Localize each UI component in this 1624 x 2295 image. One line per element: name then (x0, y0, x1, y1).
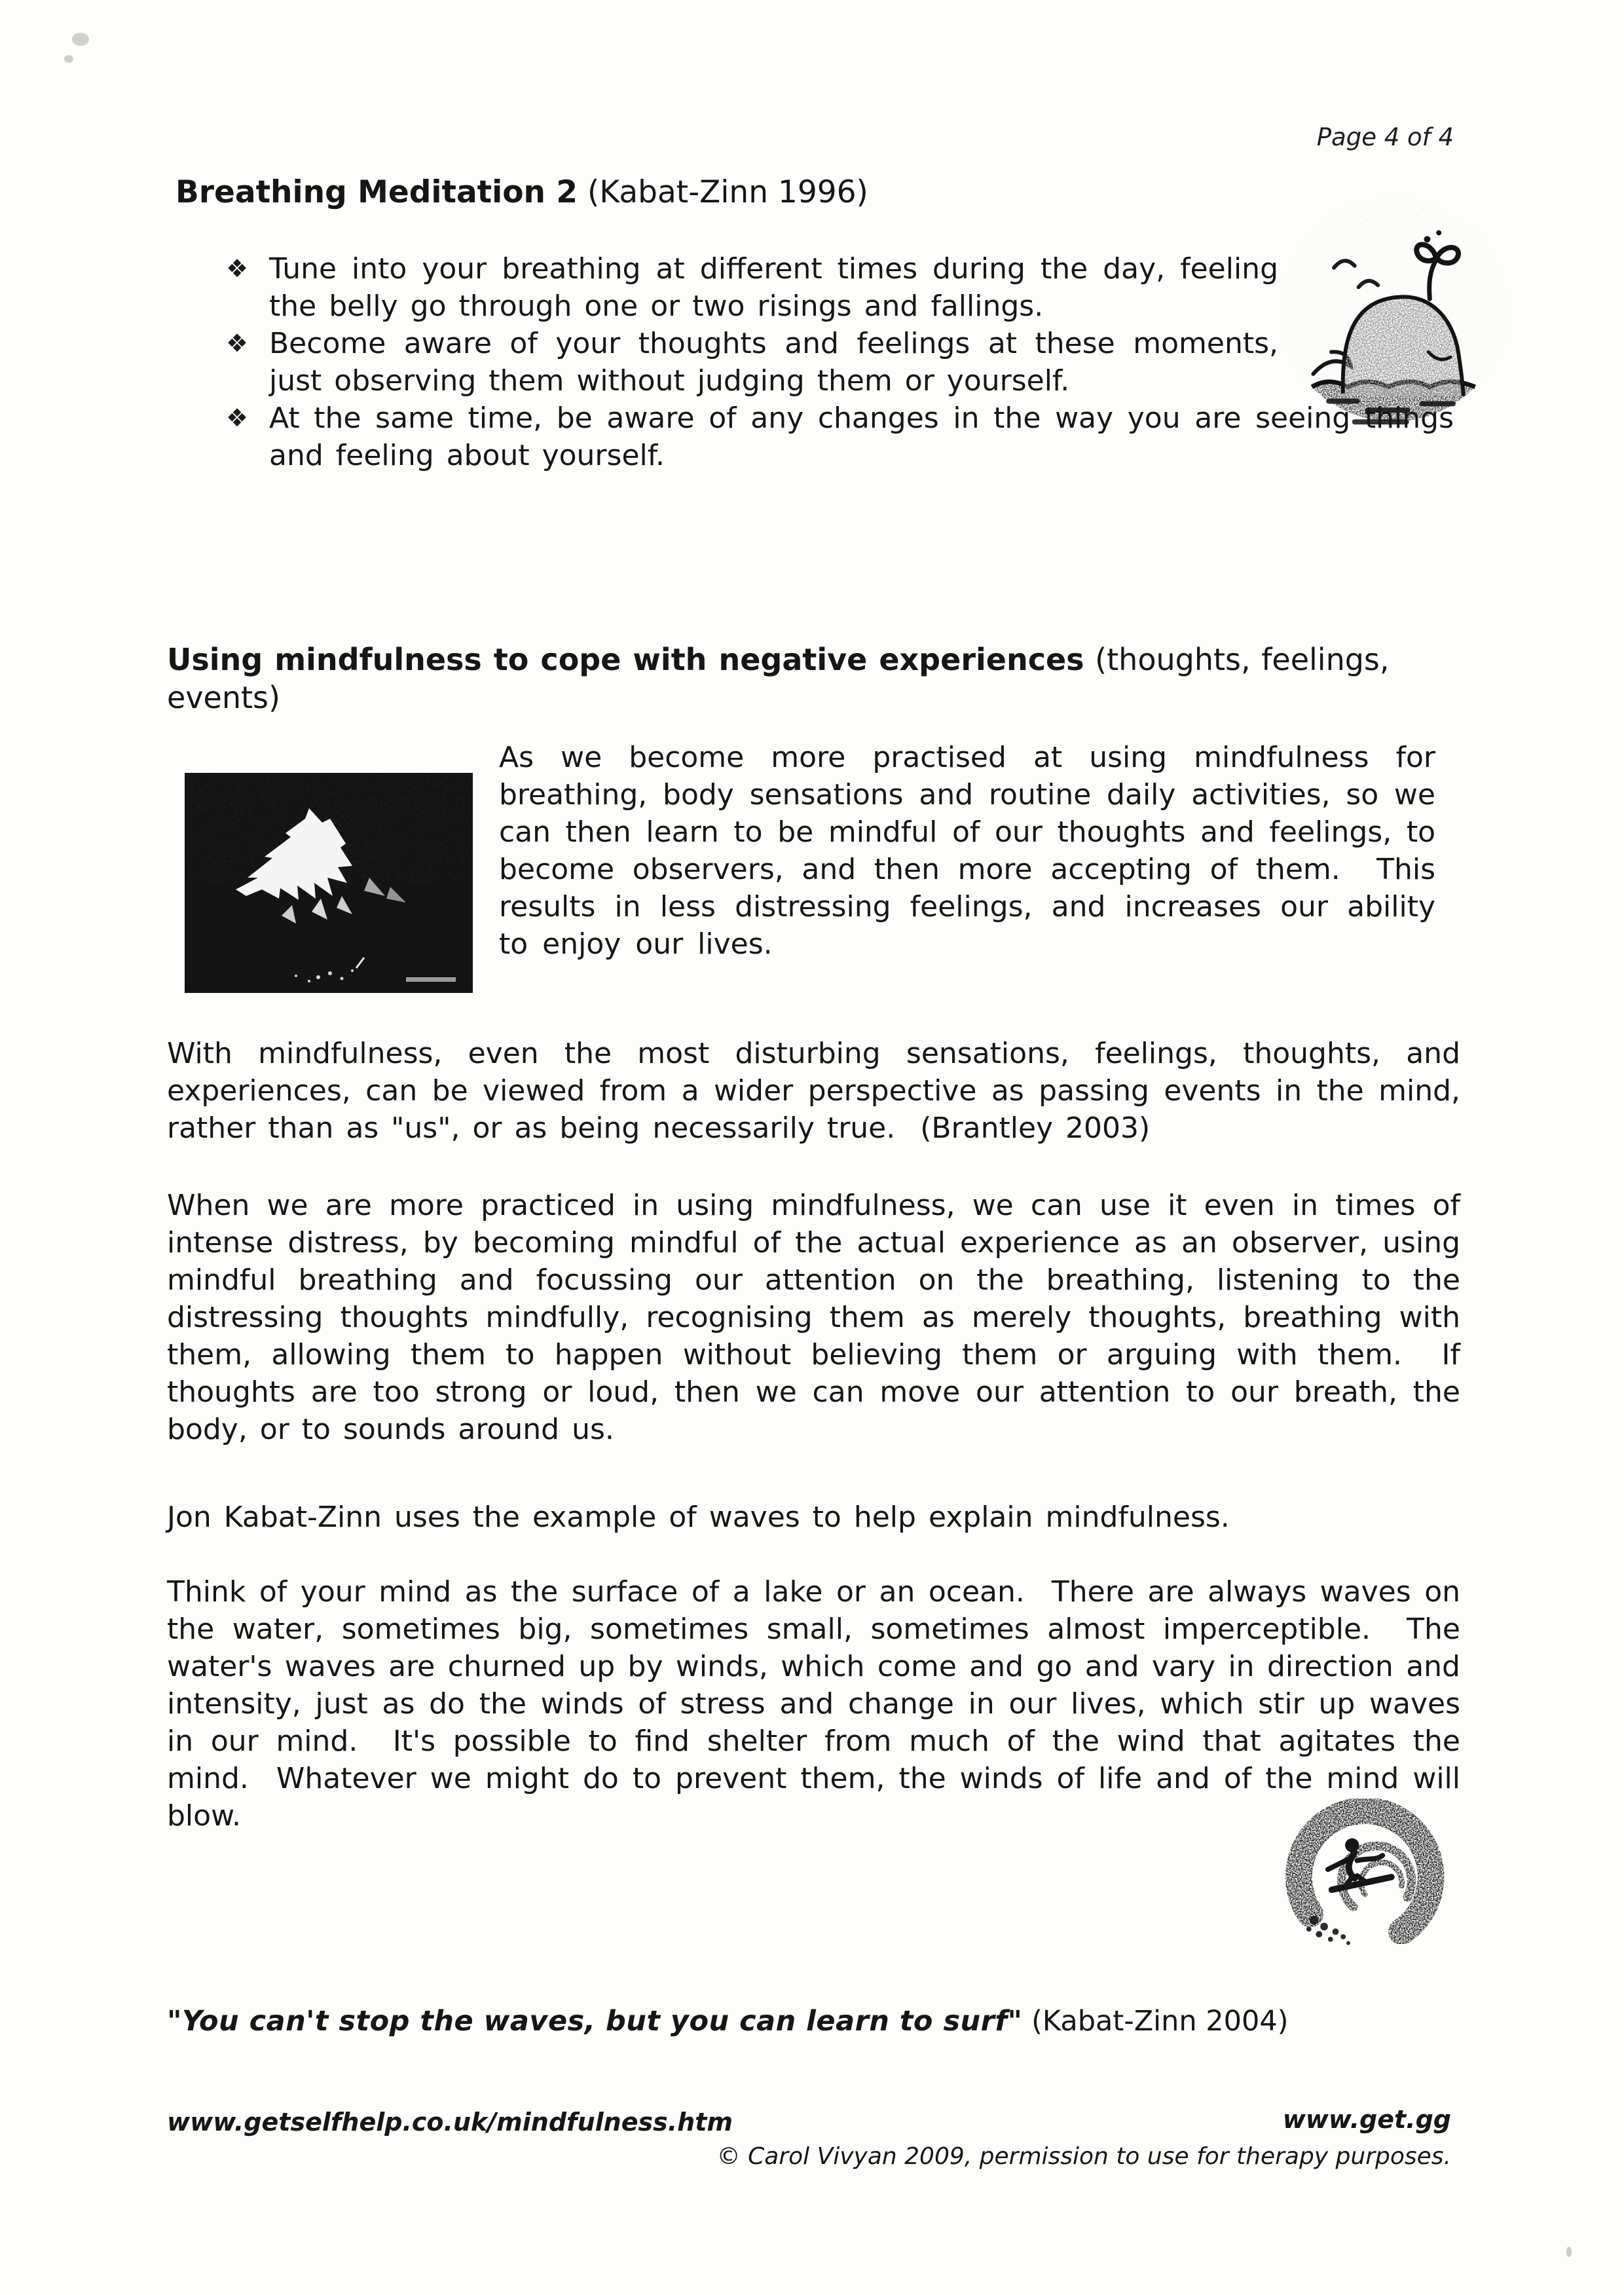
page-title-citation: (Kabat-Zinn 1996) (578, 174, 868, 210)
mountain-photo (181, 768, 477, 998)
diamond-bullet-icon: ❖ (226, 403, 249, 432)
diamond-bullet-icon: ❖ (226, 254, 249, 283)
bullet-text: At the same time, be aware of any changes in the way you are seeing things and feeling about yourself. (269, 401, 1466, 472)
quote-citation: (Kabat-Zinn 2004) (1022, 2005, 1289, 2038)
footer-copyright: © Carol Vivyan 2009, permission to use for therapy purposes. (716, 2143, 1451, 2170)
bullet-text: Become aware of your thoughts and feelings at these moments, just observing them without judging them or yourself. (269, 327, 1291, 398)
list-item (226, 400, 1466, 474)
bullet-text: Tune into your breathing at different times during the day, feeling the belly go through one or two risings and fallings. (269, 252, 1291, 323)
bullet-list (226, 250, 1466, 474)
scan-speck (72, 33, 89, 46)
page-title (175, 174, 868, 211)
quote-text: "You can't stop the waves, but you can learn to surf" (167, 2005, 1023, 2038)
section-heading (167, 641, 1460, 717)
footer-right-url: www.get.gg (1282, 2105, 1451, 2134)
page-number: Page 4 of 4 (1316, 123, 1454, 151)
surfer-illustration (1276, 1789, 1460, 1958)
list-item (226, 250, 1454, 325)
paragraph-practised: As we become more practised at using mindfulness for breathing, body sensations and routine daily activities, so we can then learn to be mindful of our thoughts and feelings, to become observers, and then more accepting of them. This results in less distressing feelings, and increases our ability to enjoy our lives. (499, 741, 1450, 961)
footer-left-url: www.getselfhelp.co.uk/mindfulness.htm (167, 2108, 733, 2136)
section-heading-bold: Using mindfulness to cope with negative experiences (167, 642, 1084, 677)
surfer-illustration-svg (1276, 1789, 1460, 1958)
paragraph-wider-perspective: With mindfulness, even the most disturbing sensations, feelings, thoughts, and experiences, can be viewed from a wider perspective as passing events in the mind, rather than as "us", or as being necessarily true. (Brantley 2003) (167, 1037, 1473, 1145)
paragraph-lake-ocean: Think of your mind as the surface of a lake or an ocean. There are always waves on the water, sometimes big, sometimes small, sometimes almost imperceptible. The water's waves are churned up by winds, which come and go and vary in direction and intensity, just as do the winds of stress and change in our lives, which stir up waves in our mind. It's possible to find shelter from much of the wind that agitates the mind. Whatever we might do to prevent them, the winds of life and of the mind will blow. (167, 1575, 1473, 1833)
scan-speck (1566, 2247, 1572, 2257)
mountain-photo-svg (181, 768, 477, 998)
diamond-bullet-icon: ❖ (226, 329, 249, 358)
scan-speck (64, 55, 73, 63)
quote-line (167, 2003, 1289, 2040)
paragraph-waves-example: Jon Kabat-Zinn uses the example of waves to help explain mindfulness. (167, 1501, 1230, 1534)
page-title-bold: Breathing Meditation 2 (175, 174, 578, 210)
paragraph-intense-distress: When we are more practiced in using mindfulness, we can use it even in times of intense distress, by becoming mindful of the actual experience as an observer, using mindful breathing and focussing our attention on the breathing, listening to the distressing thoughts mindfully, recognising them as merely thoughts, breathing with them, allowing them to happen without believing them or arguing with them. If thoughts are too strong or loud, then we can move our attention to our breath, the body, or to sounds around us. (167, 1189, 1473, 1446)
section-heading-subtitle: (thoughts, feelings, events) (167, 642, 1390, 715)
list-item (226, 325, 1454, 400)
